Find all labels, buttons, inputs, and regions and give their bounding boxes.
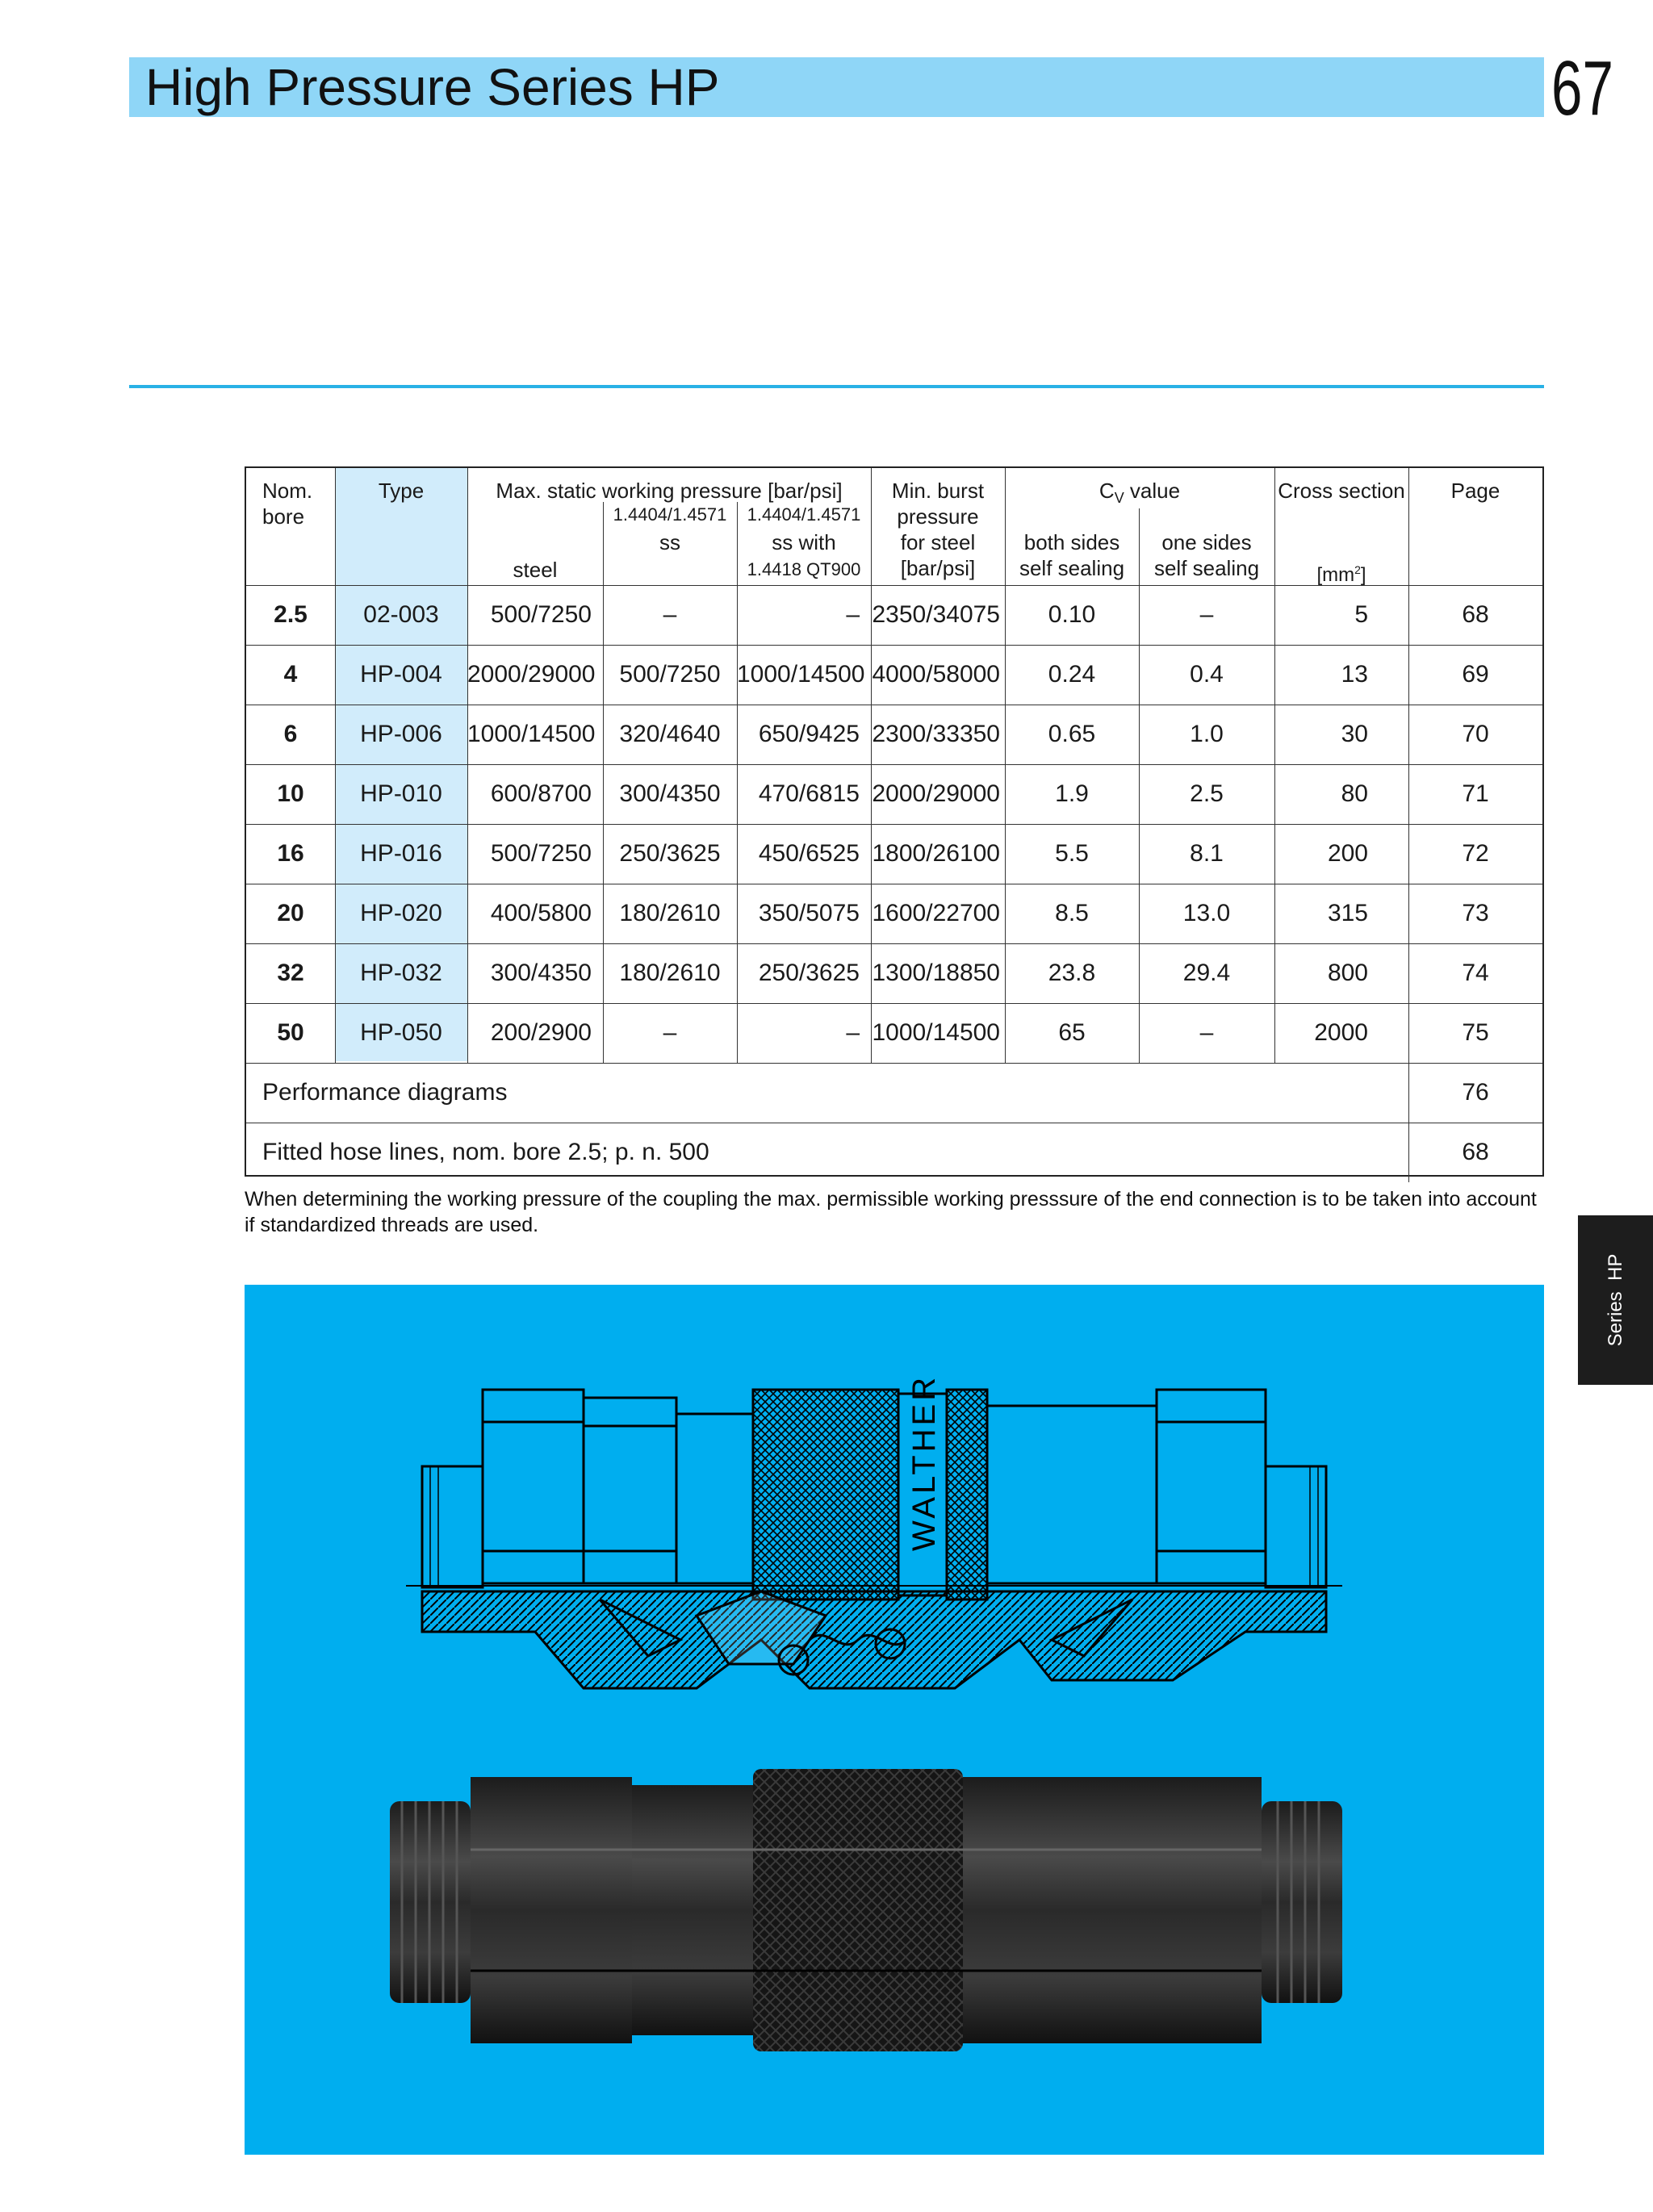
grid-line (603, 502, 604, 585)
header-burst-line1: Min. burst (891, 479, 985, 503)
cell-cross: 80 (1341, 780, 1368, 807)
header-ss-grade: 1.4404/1.4571 (613, 504, 727, 525)
header-both-line2: self sealing (1019, 556, 1125, 580)
side-tab-label: Series HP (1604, 1253, 1626, 1347)
table-row (246, 1063, 1542, 1123)
cell-one: – (1199, 601, 1214, 628)
cell-type: HP-010 (360, 780, 442, 807)
cell-bore: 16 (277, 840, 304, 867)
cell-page: 68 (1462, 1139, 1489, 1165)
header-one-line1: one sides (1161, 530, 1252, 554)
cell-both: 0.24 (1048, 661, 1096, 688)
product-figure (245, 1285, 1544, 2155)
cell-burst: 2300/33350 (872, 721, 1000, 747)
cell-ss: 250/3625 (619, 840, 721, 867)
cell-cross: 200 (1327, 840, 1368, 867)
cell-cross: 5 (1354, 601, 1368, 628)
table-row (246, 1003, 1542, 1063)
cell-burst: 1800/26100 (872, 840, 1000, 867)
cell-bore: 50 (277, 1019, 304, 1046)
grid-line (1139, 508, 1140, 585)
page-number: 67 (1551, 45, 1613, 132)
header-ss: ss (659, 530, 680, 554)
cell-ssqt: – (846, 1019, 860, 1046)
cell-ss: 300/4350 (619, 780, 721, 807)
cell-cross: 800 (1327, 960, 1368, 986)
header-cross-sup: 2 (1354, 563, 1361, 576)
cell-type: HP-032 (360, 960, 442, 986)
cell-ssqt: 450/6525 (758, 840, 860, 867)
cell-ssqt: 470/6815 (758, 780, 860, 807)
cell-one: 8.1 (1190, 840, 1224, 867)
cell-page: 75 (1462, 1019, 1489, 1046)
cell-type: HP-050 (360, 1019, 442, 1046)
cell-ss: 180/2610 (619, 900, 721, 926)
header-ss-with-grade: 1.4404/1.4571 (747, 504, 861, 525)
cell-label: Fitted hose lines, nom. bore 2.5; p. n. 500 (262, 1139, 709, 1165)
cell-type: HP-020 (360, 900, 442, 926)
cell-steel: 200/2900 (490, 1019, 592, 1046)
table-row (246, 585, 1542, 645)
cell-ssqt: 250/3625 (758, 960, 860, 986)
cell-both: 0.65 (1048, 721, 1096, 747)
table-row (246, 824, 1542, 884)
header-ss-with: ss with (772, 530, 836, 554)
header-burst-line4: [bar/psi] (900, 556, 976, 580)
coupling-photo (390, 1769, 1342, 2051)
cell-one: 29.4 (1182, 960, 1231, 986)
cell-type: HP-004 (360, 661, 442, 688)
cell-ssqt: 1000/14500 (737, 661, 865, 688)
cell-steel: 2000/29000 (467, 661, 596, 688)
cell-label: Performance diagrams (262, 1079, 508, 1106)
header-one-sides (1139, 529, 1274, 581)
cell-page: 72 (1462, 840, 1489, 867)
cross-section-drawing (406, 1390, 1342, 1688)
cell-bore: 32 (277, 960, 304, 986)
cell-burst: 2350/34075 (872, 601, 1000, 628)
cell-both: 0.10 (1048, 601, 1096, 628)
cell-both: 5.5 (1055, 840, 1089, 867)
brand-marking: WALTHER (906, 1374, 942, 1551)
cell-ssqt: 650/9425 (758, 721, 860, 747)
header-cross-section: Cross section (1278, 479, 1405, 503)
cell-cross: 30 (1341, 721, 1368, 747)
cell-steel: 500/7250 (490, 840, 592, 867)
cell-page: 74 (1462, 960, 1489, 986)
cell-burst: 1000/14500 (872, 1019, 1000, 1046)
footnote: When determining the working pressure of the coupling the max. permissible working presssure of the end connection is to be taken into account if standardized threads are used. (245, 1188, 1537, 1236)
cell-cross: 315 (1327, 900, 1368, 926)
header-one-line2: self sealing (1153, 556, 1260, 580)
header-cv-suffix: value (1124, 479, 1181, 503)
cell-page: 70 (1462, 721, 1489, 747)
divider-rule (129, 385, 1544, 388)
page-title: High Pressure Series HP (145, 58, 720, 116)
header-qt900: 1.4418 QT900 (747, 559, 861, 579)
header-cv-sub: V (1114, 490, 1124, 507)
cell-ss: 500/7250 (619, 661, 721, 688)
cell-page: 76 (1462, 1079, 1489, 1106)
cell-one: 0.4 (1190, 661, 1224, 688)
cell-burst: 2000/29000 (872, 780, 1000, 807)
header-steel: steel (513, 558, 558, 582)
cell-both: 23.8 (1048, 960, 1096, 986)
cell-steel: 400/5800 (490, 900, 592, 926)
header-cross-unit-text: [mm (1316, 564, 1355, 586)
cell-bore: 2.5 (274, 601, 308, 628)
cell-page: 68 (1462, 601, 1489, 628)
cell-one: 13.0 (1182, 900, 1231, 926)
cell-ss: 180/2610 (619, 960, 721, 986)
header-type: Type (378, 479, 425, 503)
table-row (246, 764, 1542, 824)
cell-bore: 6 (283, 721, 298, 747)
header-page: Page (1450, 479, 1500, 503)
cell-type: HP-006 (360, 721, 442, 747)
coupling-illustration (245, 1285, 1544, 2155)
cell-bore: 4 (283, 661, 298, 688)
cell-burst: 1600/22700 (872, 900, 1000, 926)
table-row (246, 1123, 1542, 1182)
header-burst-line2: pressure (897, 504, 979, 529)
cell-ss: – (663, 1019, 677, 1046)
header-max-pressure: Max. static working pressure [bar/psi] (496, 479, 843, 503)
header-nom-line1: Nom. (262, 479, 313, 503)
header-cross-unit (1274, 557, 1408, 588)
table-row (246, 943, 1542, 1003)
table-row (246, 884, 1542, 943)
header-burst (871, 478, 1005, 581)
header-cross-close: ] (1360, 564, 1366, 586)
cell-cross: 2000 (1314, 1019, 1368, 1046)
title-bar (129, 57, 1544, 117)
header-burst-line3: for steel (900, 530, 976, 554)
cell-bore: 10 (277, 780, 304, 807)
header-nom-line2: bore (262, 504, 305, 529)
side-tab (1578, 1215, 1653, 1385)
table-row (246, 645, 1542, 705)
header-cv-letter: C (1099, 479, 1115, 503)
spec-table (245, 466, 1544, 1177)
cell-page: 69 (1462, 661, 1489, 688)
cell-page: 73 (1462, 900, 1489, 926)
cell-both: 1.9 (1055, 780, 1089, 807)
cell-ss: – (663, 601, 677, 628)
cell-ssqt: – (846, 601, 860, 628)
cell-steel: 300/4350 (490, 960, 592, 986)
cell-both: 65 (1058, 1019, 1086, 1046)
header-both-sides (1005, 529, 1139, 581)
cell-bore: 20 (277, 900, 304, 926)
cell-type: HP-016 (360, 840, 442, 867)
table-row (246, 705, 1542, 764)
cell-burst: 1300/18850 (872, 960, 1000, 986)
cell-one: 1.0 (1190, 721, 1224, 747)
cell-steel: 600/8700 (490, 780, 592, 807)
cell-type: 02-003 (363, 601, 439, 628)
cell-steel: 500/7250 (490, 601, 592, 628)
cell-steel: 1000/14500 (467, 721, 596, 747)
cell-one: – (1199, 1019, 1214, 1046)
header-cv (1005, 478, 1274, 511)
cell-ssqt: 350/5075 (758, 900, 860, 926)
cell-both: 8.5 (1055, 900, 1089, 926)
cell-cross: 13 (1341, 661, 1368, 688)
grid-line (737, 502, 738, 585)
cell-ss: 320/4640 (619, 721, 721, 747)
cell-burst: 4000/58000 (872, 661, 1000, 688)
cell-one: 2.5 (1190, 780, 1224, 807)
cell-page: 71 (1462, 780, 1489, 807)
header-both-line1: both sides (1023, 530, 1120, 554)
